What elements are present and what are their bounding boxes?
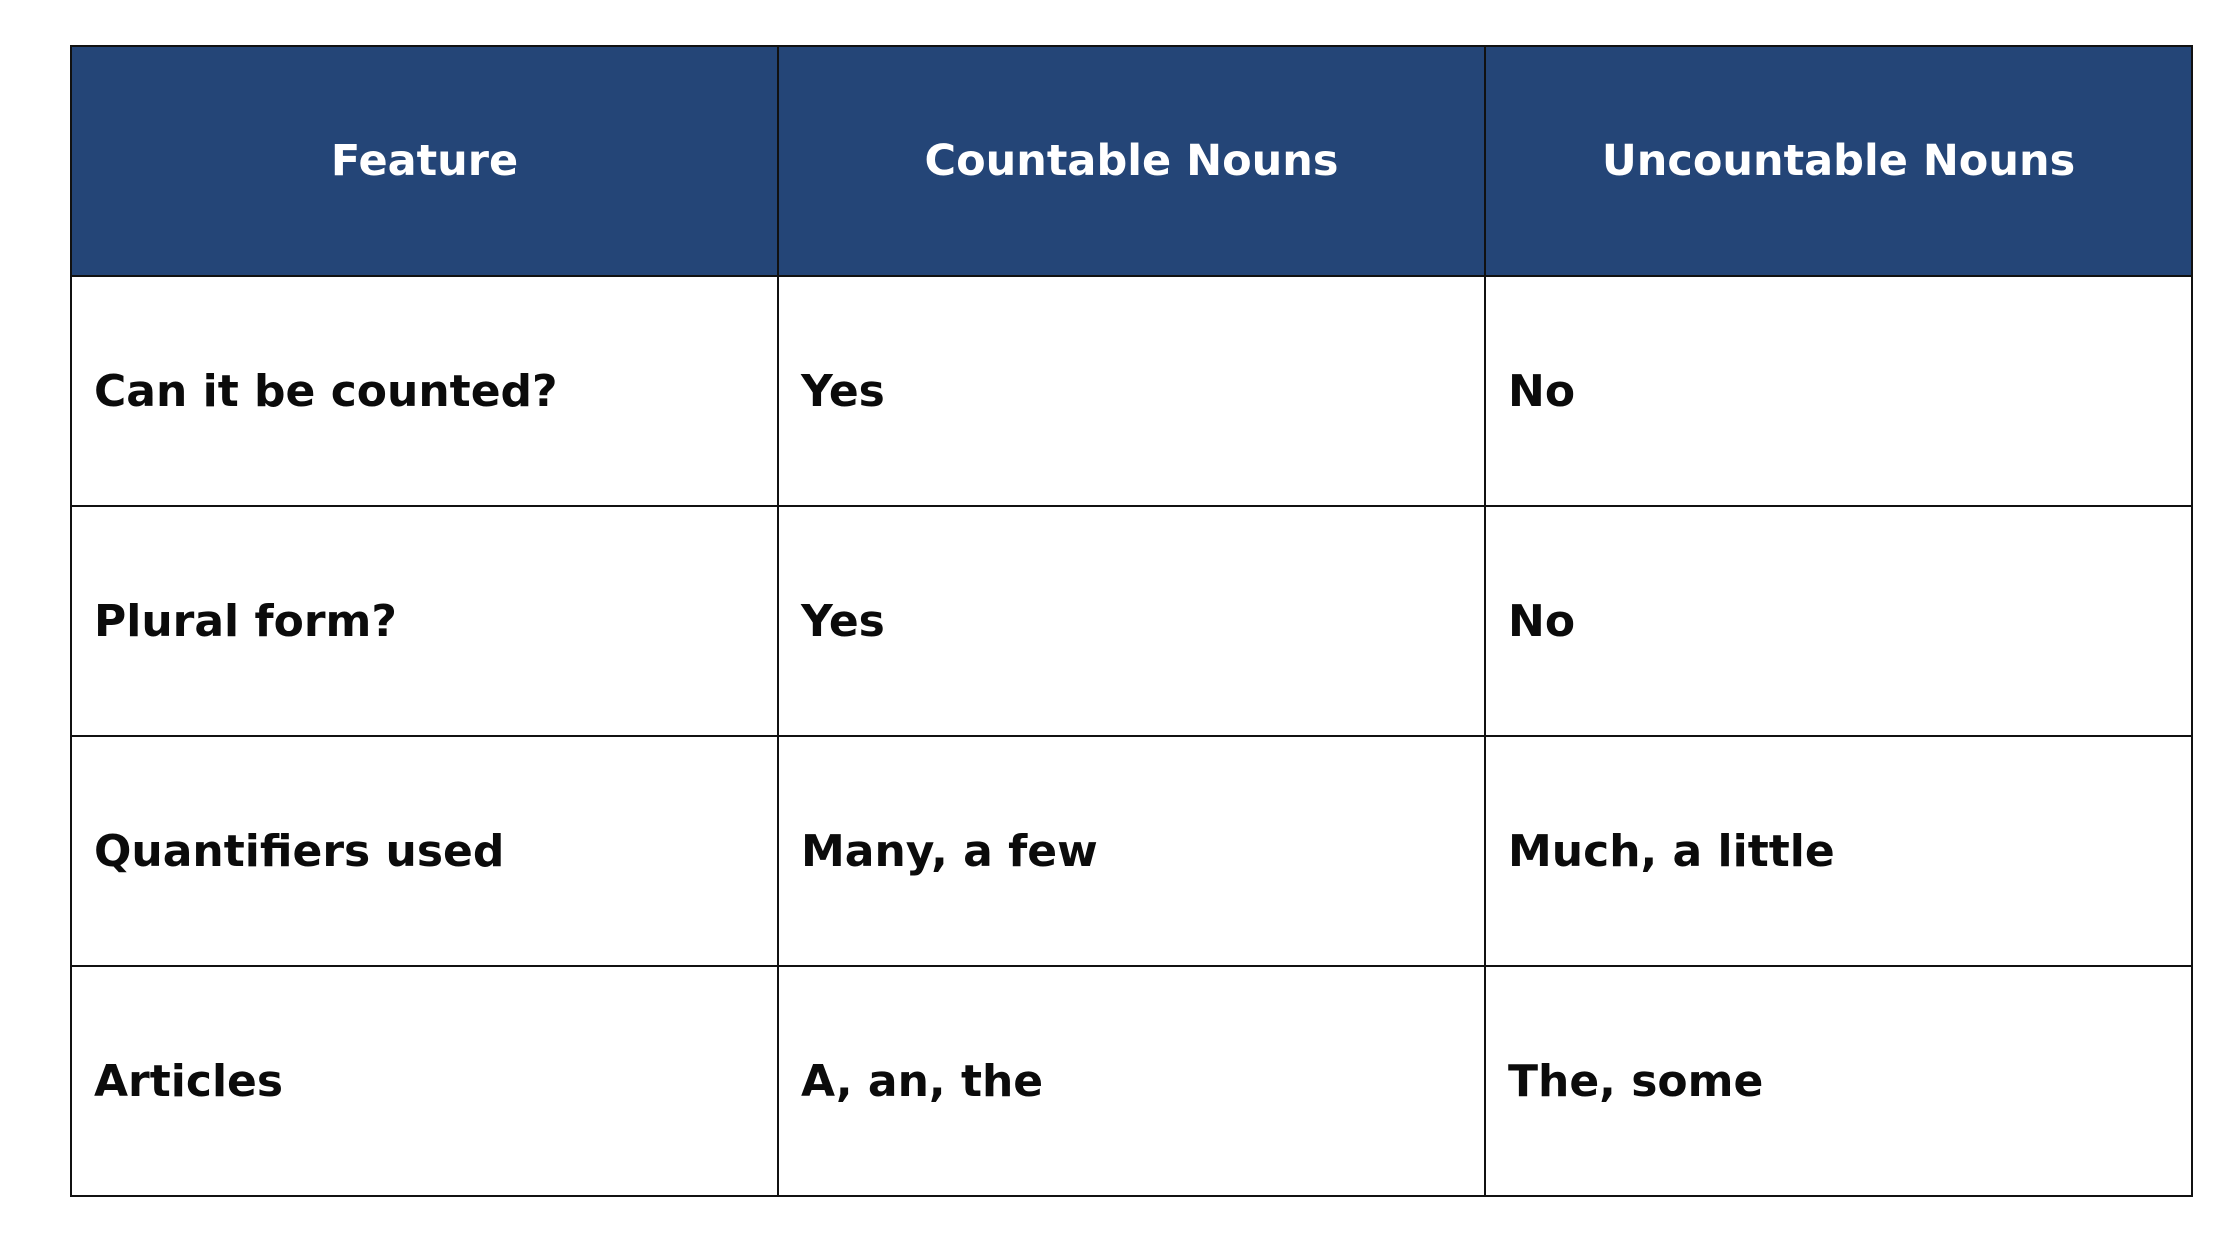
- uncountable-cell: Much, a little: [1485, 736, 2192, 966]
- table-row: [71, 966, 2192, 1196]
- table-row: [71, 276, 2192, 506]
- table-row: [71, 506, 2192, 736]
- comparison-table-container: [70, 45, 2193, 1197]
- uncountable-cell: No: [1485, 506, 2192, 736]
- table-row: [71, 736, 2192, 966]
- countable-cell: A, an, the: [778, 966, 1485, 1196]
- header-feature: Feature: [71, 46, 778, 276]
- feature-cell: Plural form?: [71, 506, 778, 736]
- countable-cell: Yes: [778, 506, 1485, 736]
- table-header-row: [71, 46, 2192, 276]
- uncountable-cell: The, some: [1485, 966, 2192, 1196]
- header-countable-nouns: Countable Nouns: [778, 46, 1485, 276]
- feature-cell: Can it be counted?: [71, 276, 778, 506]
- header-uncountable-nouns: Uncountable Nouns: [1485, 46, 2192, 276]
- countable-cell: Yes: [778, 276, 1485, 506]
- feature-cell: Articles: [71, 966, 778, 1196]
- feature-cell: Quantifiers used: [71, 736, 778, 966]
- countable-cell: Many, a few: [778, 736, 1485, 966]
- uncountable-cell: No: [1485, 276, 2192, 506]
- countable-uncountable-table: [70, 45, 2193, 1197]
